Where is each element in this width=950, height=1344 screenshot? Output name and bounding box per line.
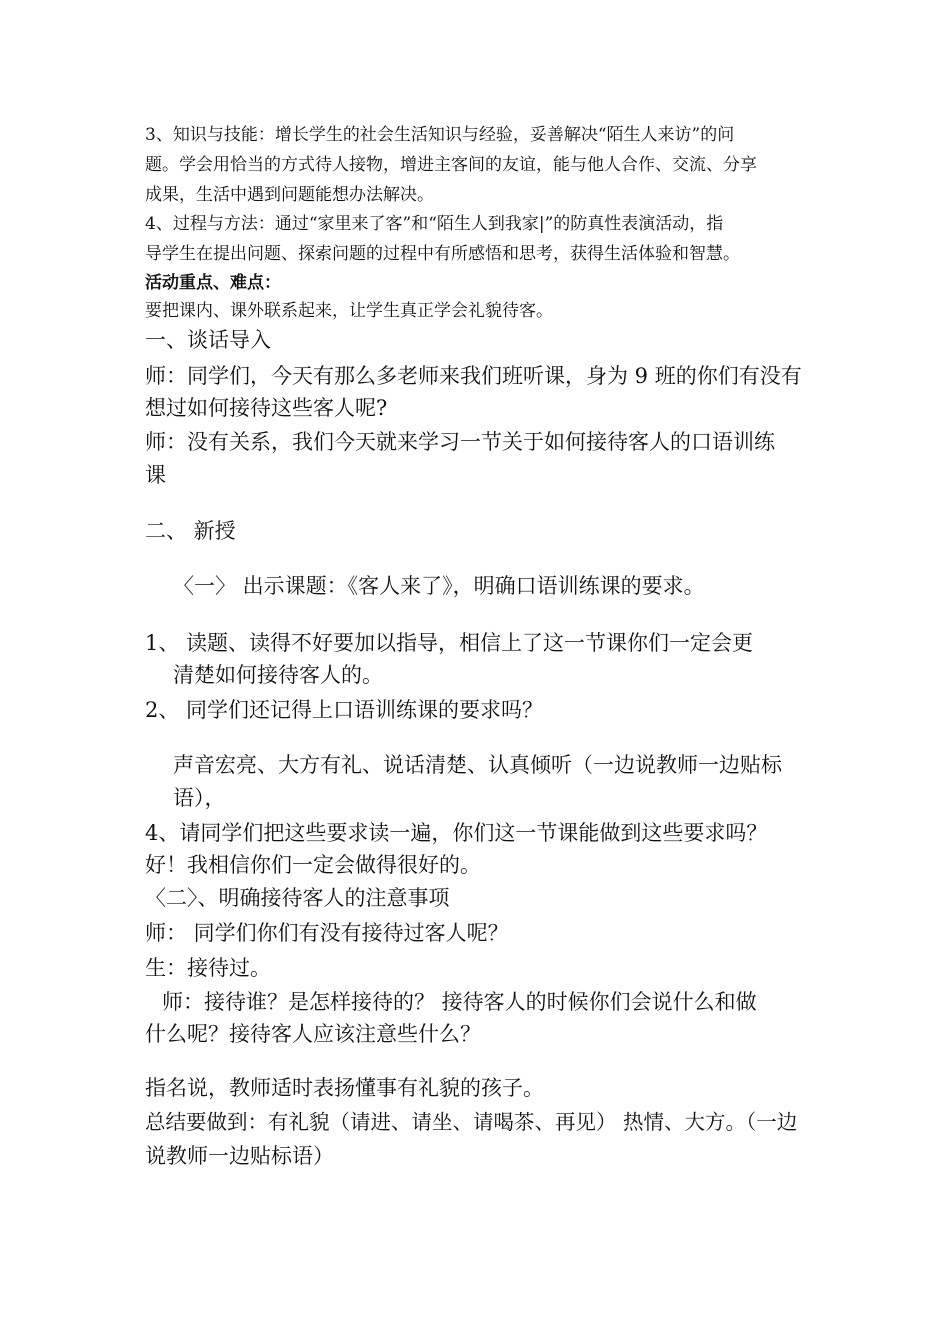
text-line: 师：同学们，今天有那么多老师来我们班听课，身为 9 班的你们有没有 xyxy=(145,364,802,388)
text-line: 什么呢？接待客人应该注意些什么？ xyxy=(145,1022,481,1046)
list-item: 4、请同学们把这些要求读一遍，你们这一节课能做到这些要求吗？ xyxy=(145,821,768,845)
list-item: 1、 读题、读得不好要加以指导，相信上了这一节课你们一定会更 xyxy=(145,631,754,655)
text-line: 说教师一边贴标语） xyxy=(145,1144,334,1168)
text-line: 师：接待谁？是怎样接待的？ 接待客人的时候你们会说什么和做 xyxy=(162,990,757,1014)
list-item-continuation: 清楚如何接待客人的。 xyxy=(173,663,383,687)
text-line: 成果，生活中遇到问题能想办法解决。 xyxy=(145,185,434,205)
text-line: 生：接待过。 xyxy=(145,956,271,980)
text-line: 3、知识与技能：增长学生的社会生活知识与经验，妥善解决“陌生人来访”的问 xyxy=(145,125,735,145)
text-line: 好！我相信你们一定会做得很好的。 xyxy=(145,853,481,877)
text-line: 课 xyxy=(145,463,166,487)
text-line: 师：没有关系，我们今天就来学习一节关于如何接待客人的口语训练 xyxy=(145,430,775,454)
subsection-heading: 〈一〉 出示课题：《客人来了》，明确口语训练课的要求。 xyxy=(173,574,705,598)
text-line: 师： 同学们你们有没有接待过客人呢？ xyxy=(145,921,509,945)
text-line: 题。学会用恰当的方式待人接物，增进主客间的友谊，能与他人合作、交流、分享 xyxy=(145,155,757,175)
section-heading: 二、 新授 xyxy=(145,519,236,543)
section-heading: 活动重点、难点： xyxy=(145,273,281,293)
text-line: 声音宏亮、大方有礼、说话清楚、认真倾听（一边说教师一边贴标 xyxy=(173,753,782,777)
list-item: 2、 同学们还记得上口语训练课的要求吗？ xyxy=(145,698,544,722)
section-heading: 一、谈话导入 xyxy=(145,328,271,352)
text-line: 想过如何接待这些客人呢? xyxy=(145,396,388,420)
text-line: 4、过程与方法：通过“家里来了客”和“陌生人到我家|”的防真性表演活动，指 xyxy=(145,214,724,234)
text-line: 语）， xyxy=(173,786,226,810)
subsection-heading: 〈二〉、明确接待客人的注意事项 xyxy=(145,886,450,910)
text-line: 导学生在提出问题、探索问题的过程中有所感悟和思考，获得生活体验和智慧。 xyxy=(145,244,740,264)
text-line: 总结要做到：有礼貌（请进、请坐、请喝茶、再见） 热情、大方。（一边 xyxy=(145,1110,798,1134)
text-line: 要把课内、课外联系起来，让学生真正学会礼貌待客。 xyxy=(145,301,553,321)
text-line: 指名说，教师适时表扬懂事有礼貌的孩子。 xyxy=(145,1076,544,1100)
